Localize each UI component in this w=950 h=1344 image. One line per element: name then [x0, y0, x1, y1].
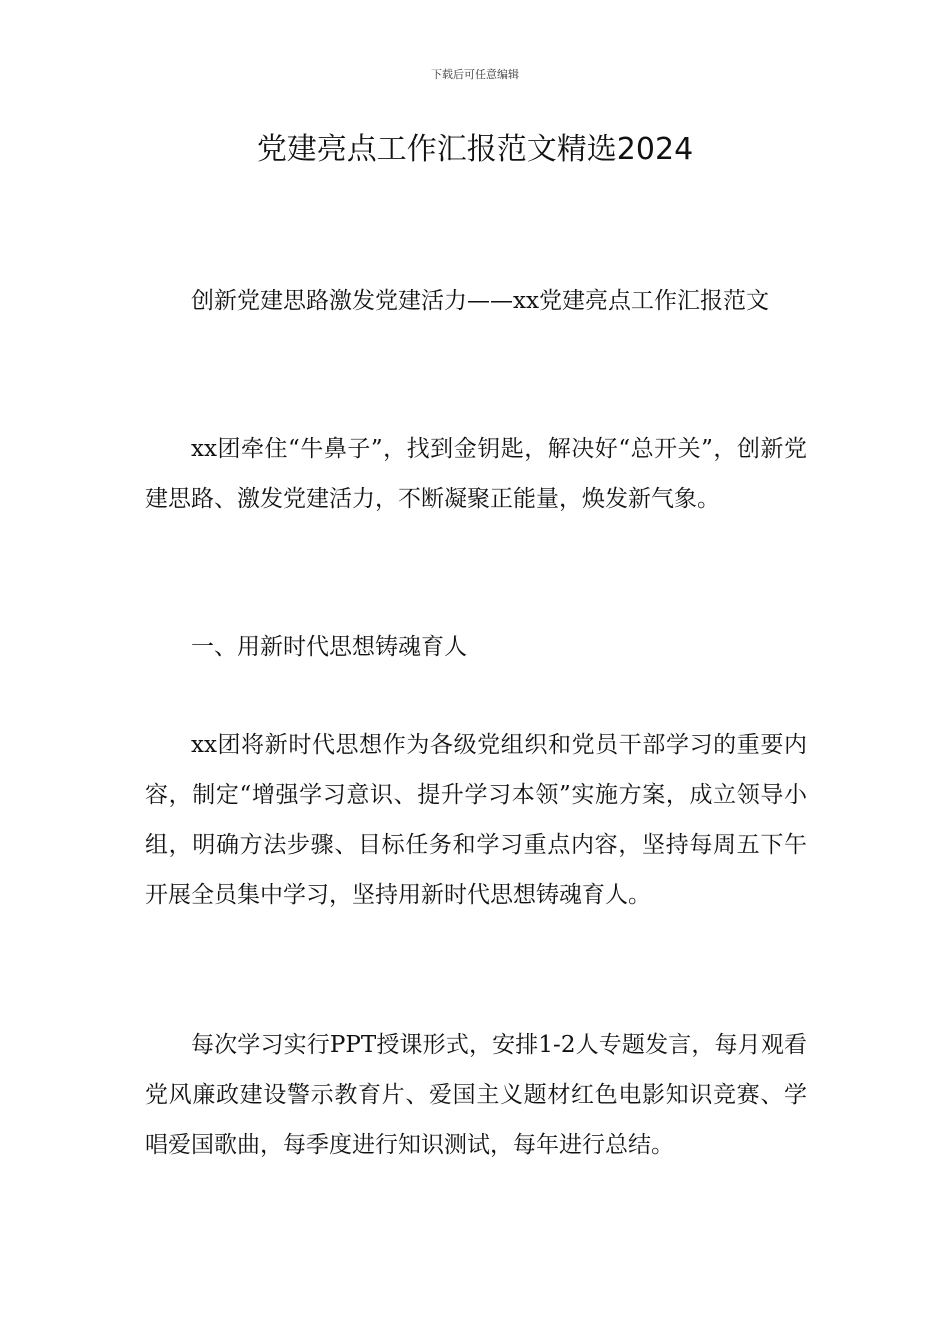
header-note: 下载后可任意编辑 [431, 68, 519, 81]
body-paragraph: xx团将新时代思想作为各级党组织和党员干部学习的重要内容，制定“增强学习意识、提升学习本领”实施方案，成立领导小组，明确方法步骤、目标任务和学习重点内容，坚持每周五下午开展全员集中学习，坚持用新时代思想铸魂育人。 [145, 732, 807, 908]
subtitle-paragraph: 创新党建思路激发党建活力——xx党建亮点工作汇报范文 [191, 288, 769, 314]
section-heading: 一、用新时代思想铸魂育人 [191, 634, 467, 660]
body-paragraph: 每次学习实行PPT授课形式，安排1-2人专题发言，每月观看党风廉政建设警示教育片、爱国主义题材红色电影知识竞赛、学唱爱国歌曲，每季度进行知识测试，每年进行总结。 [145, 1032, 807, 1158]
intro-paragraph: xx团牵住“牛鼻子”，找到金钥匙，解决好“总开关”，创新党建思路、激发党建活力，不断凝聚正能量，焕发新气象。 [145, 436, 807, 512]
document-title: 党建亮点工作汇报范文精选2024 [256, 132, 694, 167]
